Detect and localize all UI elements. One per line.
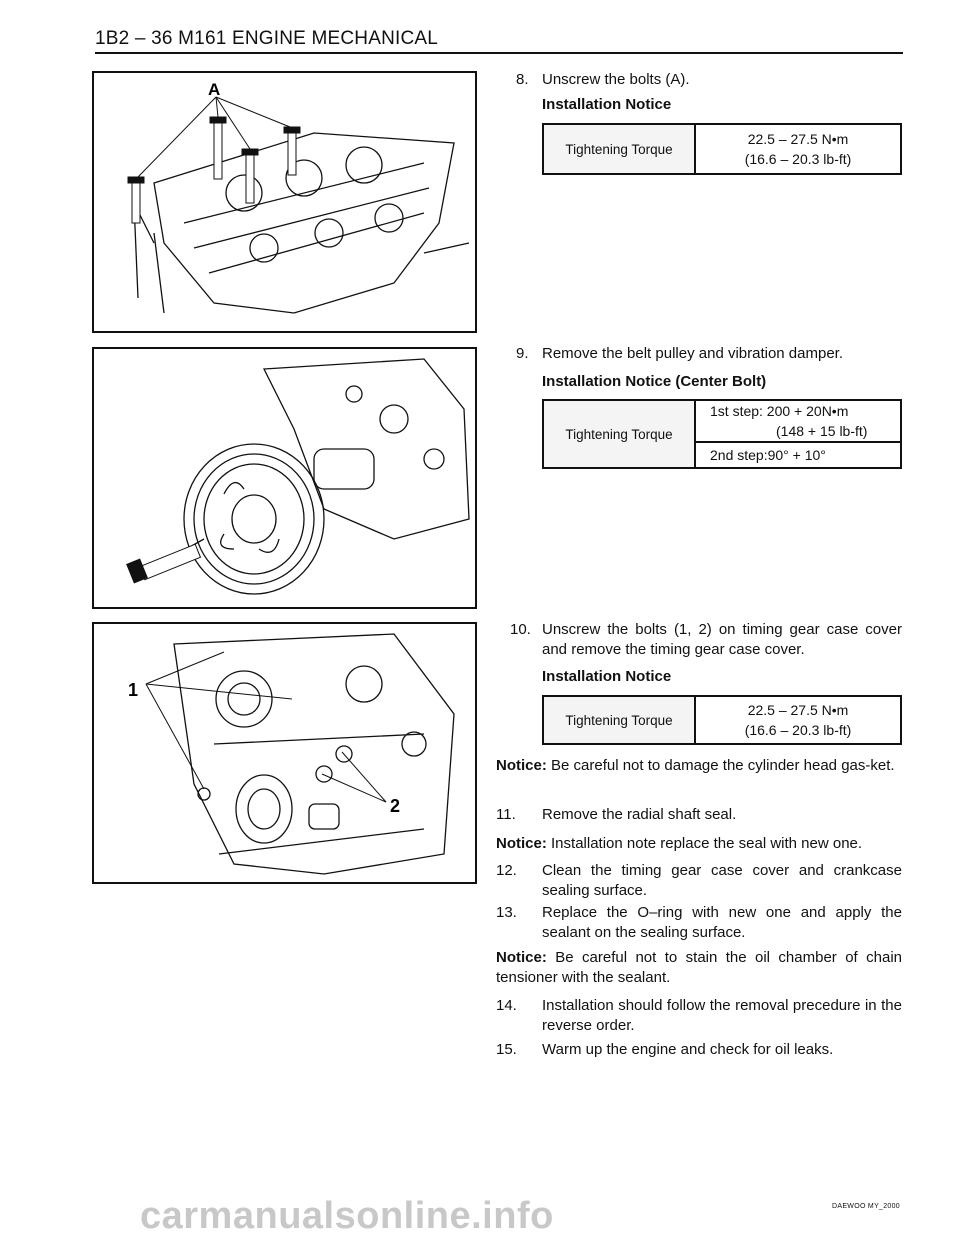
step-text: Unscrew the bolts (1, 2) on timing gear case cover and remove the timing gear case cover. [542,621,902,658]
callout-1: 1 [128,680,139,700]
figure-camshaft-bolts [92,71,477,333]
step-text: Clean the timing gear case cover and crankcase sealing surface. [542,862,902,899]
notice-text: Be careful not to damage the cylinder head gas-ket. [546,757,895,774]
watermark: carmanualsonline.info [140,1195,554,1237]
torque-label: Tightening Torque [543,696,695,744]
step-number: 12. [496,862,517,879]
step-10 [510,620,902,660]
figure-belt-pulley [92,347,477,609]
step-text: Warm up the engine and check for oil leaks. [542,1041,834,1058]
figure-timing-cover [92,622,477,884]
torque-value [695,696,901,744]
torque-table-step-10 [542,695,902,745]
torque-imperial: (16.6 – 20.3 lb-ft) [744,151,852,167]
step-13 [496,903,902,943]
first-step-metric: 1st step: 200 + 20N•m [710,403,849,419]
torque-label: Tightening Torque [543,124,695,174]
pulley-illustration [94,349,475,607]
torque-imperial: (16.6 – 20.3 lb-ft) [744,722,852,738]
step-text: Installation should follow the removal precedure in the reverse order. [542,997,902,1034]
installation-notice-label: Installation Notice [542,668,672,685]
step-11 [496,805,902,825]
notice-oil-chamber [496,948,902,988]
torque-table-step-9 [542,399,902,469]
torque-value [695,124,901,174]
torque-table-step-8 [542,123,902,175]
step-number: 9. [516,345,529,362]
step-text: Unscrew the bolts (A). [542,71,690,88]
step-14 [496,996,902,1036]
step-text: Remove the radial shaft seal. [542,806,737,823]
installation-notice-label: Installation Notice [542,96,672,113]
header-rule [95,52,903,54]
step-9 [516,344,902,364]
callout-2: 2 [390,796,401,816]
step-12 [496,861,902,901]
step-text: Replace the O–ring with new one and apply the sealant on the sealing surface. [542,904,902,941]
step-text: Remove the belt pulley and vibration damper. [542,345,844,362]
notice-label: Notice: [496,949,547,966]
installation-notice-label: Installation Notice (Center Bolt) [542,373,767,390]
notice-label: Notice: [496,757,547,774]
page-footer: DAEWOO MY_2000 [832,1203,900,1210]
camshaft-illustration [94,73,475,331]
first-step-imperial: (148 + 15 lb-ft) [776,423,868,439]
step-number: 8. [516,71,529,88]
torque-second-step: 2nd step:90° + 10° [695,442,901,468]
step-number: 13. [496,904,517,921]
torque-first-step [695,400,901,442]
torque-metric: 22.5 – 27.5 N•m [747,702,849,718]
step-number: 15. [496,1041,517,1058]
page-header-title: 1B2 – 36 M161 ENGINE MECHANICAL [95,28,439,49]
notice-text: Installation note replace the seal with new one. [546,835,863,852]
step-15 [496,1040,902,1060]
callout-a: A [208,80,221,99]
torque-label: Tightening Torque [543,400,695,468]
step-number: 11. [496,806,516,823]
timing-cover-illustration [94,624,475,882]
step-8 [516,70,902,90]
step-number: 14. [496,997,517,1014]
notice-label: Notice: [496,835,547,852]
notice-cylinder-head-gasket [496,756,902,776]
notice-replace-seal [496,834,902,854]
notice-text: Be careful not to stain the oil chamber of chain tensioner with the sealant. [496,949,902,986]
step-number: 10. [510,621,531,638]
torque-metric: 22.5 – 27.5 N•m [747,131,849,147]
